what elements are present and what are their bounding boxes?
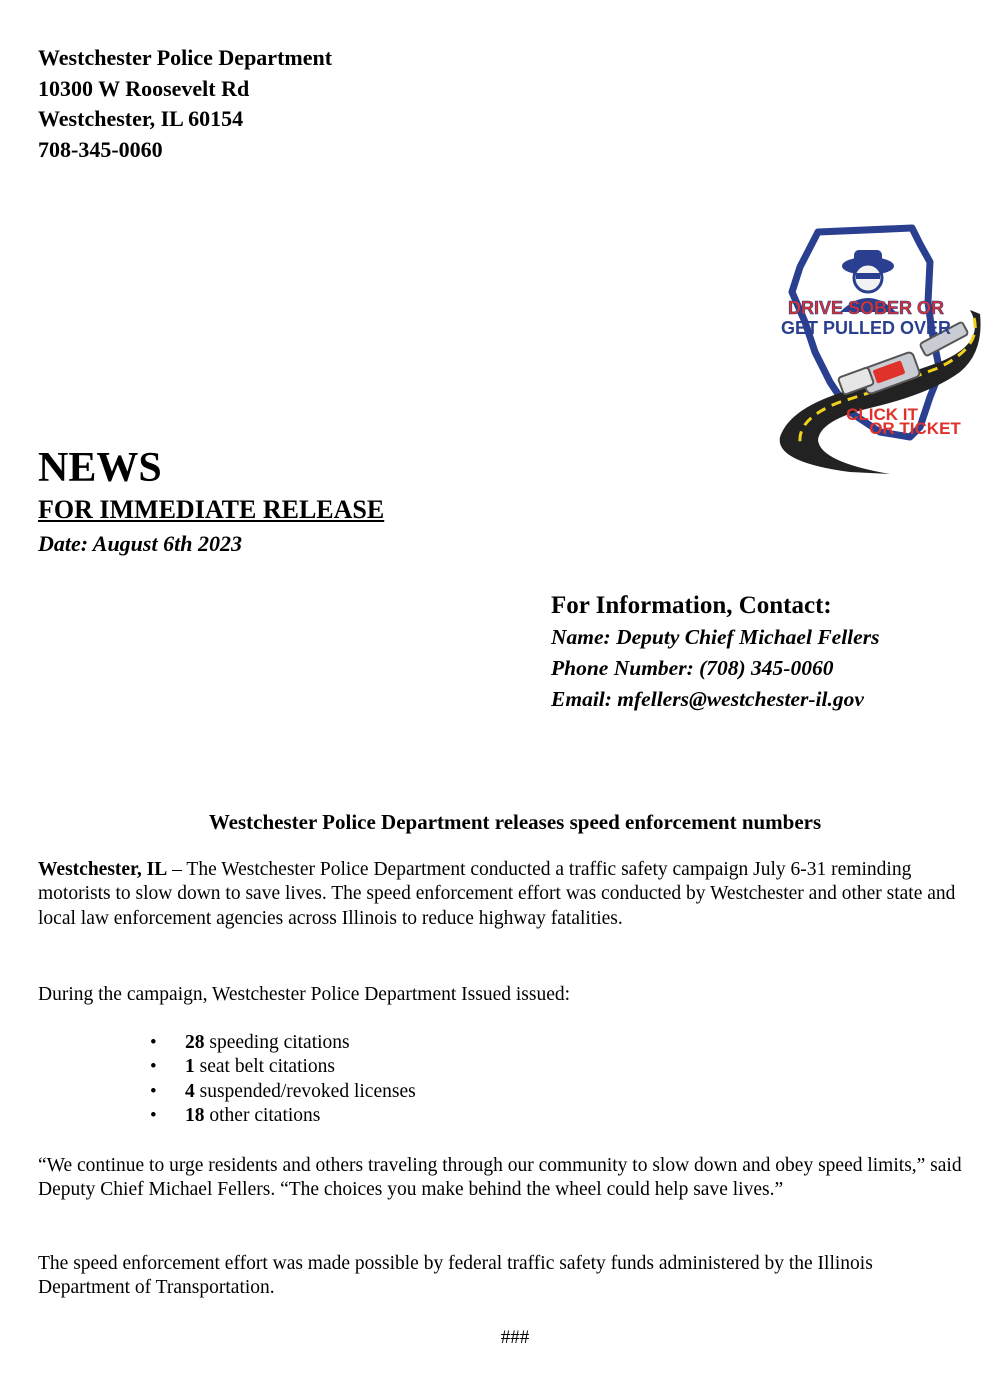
- list-item: • 18 other citations: [150, 1105, 321, 1127]
- list-item: • 28 speeding citations: [150, 1032, 350, 1053]
- department-city: Westchester, IL 60154: [38, 106, 244, 131]
- release-date: Date: August 6th 2023: [38, 531, 242, 556]
- paragraph-1-text: – The Westchester Police Department conducted a traffic safety campaign July 6-31 reminding motorists to slow down to save lives. The speed enforcement effort was conducted by Westchester and other state and local law enforcement agencies across Illinois to reduce highway fatalities.: [38, 859, 956, 929]
- contact-email[interactable]: Email: mfellers@westchester-il.gov: [551, 687, 864, 711]
- citation-label: suspended/revoked licenses: [194, 1080, 416, 1102]
- citation-list: [150, 1031, 416, 1129]
- contact-phone: Phone Number: (708) 345-0060: [551, 656, 834, 680]
- citation-label: speeding citations: [204, 1032, 350, 1053]
- logo-text-line1: DRIVE SOBER OR: [787, 298, 945, 318]
- list-item: • 1 seat belt citations: [150, 1056, 336, 1078]
- end-mark: ###: [500, 1327, 530, 1348]
- news-title: NEWS: [38, 445, 162, 491]
- department-street: 10300 W Roosevelt Rd: [38, 75, 250, 101]
- list-item: • 4 suspended/revoked licenses: [150, 1080, 416, 1102]
- dateline: Westchester, IL: [38, 859, 168, 880]
- campaign-logo: [770, 222, 988, 484]
- logo-text-line4: OR TICKET: [869, 419, 961, 438]
- department-name: Westchester Police Department: [38, 45, 333, 70]
- contact-name: Name: Deputy Chief Michael Fellers: [551, 625, 880, 649]
- logo-text-line2: GET PULLED OVER: [780, 318, 952, 338]
- citation-count: 18: [185, 1105, 205, 1127]
- article-paragraph-2: During the campaign, Westchester Police Department Issued issued:: [38, 984, 571, 1005]
- citation-label: seat belt citations: [194, 1056, 336, 1078]
- article-paragraph-4: The speed enforcement effort was made possible by federal traffic safety funds administered by the Illinois Department of Transportation.: [38, 1253, 873, 1299]
- citation-count: 1: [185, 1056, 195, 1078]
- article-paragraph-3: “We continue to urge residents and others traveling through our community to slow down and obey speed limits,” said Deputy Chief Michael Fellers. “The choices you make behind the wheel could help save lives.”: [38, 1155, 962, 1201]
- citation-count: 28: [185, 1032, 205, 1053]
- immediate-release-label: FOR IMMEDIATE RELEASE: [38, 495, 385, 524]
- citation-label: other citations: [204, 1105, 321, 1127]
- contact-heading: For Information, Contact:: [551, 592, 832, 619]
- logo-text-line3: CLICK IT: [846, 405, 918, 424]
- citation-count: 4: [185, 1080, 195, 1102]
- article-paragraph-1: [38, 858, 968, 931]
- department-header: [38, 43, 332, 165]
- department-phone: 708-345-0060: [38, 136, 163, 162]
- article-headline: Westchester Police Department releases speed enforcement numbers: [208, 810, 822, 834]
- contact-block: [551, 590, 879, 715]
